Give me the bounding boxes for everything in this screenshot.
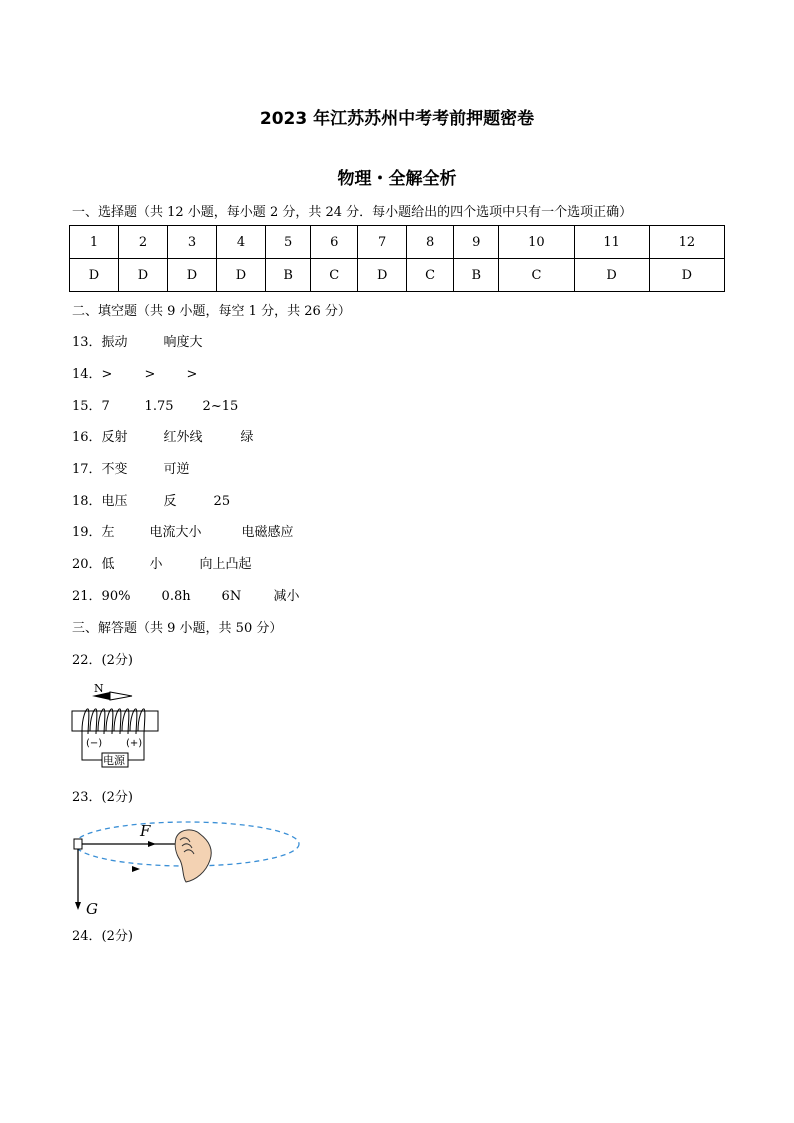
answer-part: 电磁感应 <box>241 525 294 540</box>
question-24-label: 24．(2分) <box>72 929 133 944</box>
answer-part: 红外线 <box>163 430 203 445</box>
table-cell: D <box>168 259 217 292</box>
answer-line-21 <box>72 585 300 604</box>
force-g-label: G <box>86 900 98 918</box>
answer-part: 减小 <box>273 589 300 604</box>
answer-part: 响度大 <box>163 335 203 350</box>
answer-part: 向上凸起 <box>199 557 252 572</box>
answer-part: 反射 <box>101 430 128 445</box>
question-number: 15． <box>72 399 102 414</box>
answer-line-17 <box>72 458 190 477</box>
hand-icon <box>175 830 211 882</box>
answer-part: 90% <box>101 589 131 604</box>
page-title: 2023 年江苏苏州中考考前押题密卷 <box>259 109 535 129</box>
table-cell: 10 <box>499 226 574 259</box>
table-cell: 11 <box>574 226 649 259</box>
choice-answer-table <box>69 225 725 292</box>
terminal-minus: (−) <box>86 738 103 749</box>
answer-part: 绿 <box>240 430 254 445</box>
question-number: 21． <box>72 589 102 604</box>
solenoid-diagram <box>68 678 168 770</box>
table-cell: 1 <box>70 226 119 259</box>
force-f-arrowhead <box>148 841 156 847</box>
question-number: 16． <box>72 430 102 445</box>
answer-part: 左 <box>101 525 115 540</box>
answer-part: 7 <box>101 399 110 414</box>
question-number: 18． <box>72 494 102 509</box>
page-subtitle: 物理・全解全析 <box>337 169 457 189</box>
question-23-label: 23．(2分) <box>72 790 133 805</box>
table-cell: C <box>311 259 358 292</box>
answer-part: > <box>101 367 113 382</box>
table-cell: D <box>358 259 407 292</box>
terminal-plus: (+) <box>126 738 143 749</box>
answer-part: 2~15 <box>202 399 239 414</box>
question-number: 13． <box>72 335 102 350</box>
answer-part: 电流大小 <box>149 525 202 540</box>
section-choice-heading: 一、选择题（共 12 小题，每小题 2 分，共 24 分．每小题给出的四个选项中只有一个选项正确） <box>72 205 633 220</box>
section-solve-heading: 三、解答题（共 9 小题，共 50 分） <box>72 621 283 636</box>
table-cell: D <box>70 259 119 292</box>
answer-line-20 <box>72 553 252 572</box>
answer-part: 低 <box>101 557 115 572</box>
table-cell: D <box>649 259 724 292</box>
table-cell: B <box>454 259 499 292</box>
answer-part: > <box>144 367 156 382</box>
question-22-label: 22．(2分) <box>72 653 133 668</box>
compass-needle-south <box>110 692 132 700</box>
table-cell: B <box>266 259 311 292</box>
question-number: 20． <box>72 557 102 572</box>
answer-part: 25 <box>213 494 231 509</box>
table-cell: 9 <box>454 226 499 259</box>
table-cell: 2 <box>119 226 168 259</box>
table-cell: 8 <box>407 226 454 259</box>
answer-part: 6N <box>221 589 242 604</box>
answer-line-18 <box>72 490 230 509</box>
answer-line-15 <box>72 395 238 414</box>
table-cell: C <box>499 259 574 292</box>
table-cell: 12 <box>649 226 724 259</box>
object-block <box>74 839 82 849</box>
answer-part: 电压 <box>101 494 128 509</box>
table-cell: D <box>574 259 649 292</box>
answer-part: 1.75 <box>144 399 174 414</box>
answer-part: 反 <box>163 494 177 509</box>
motion-direction-arrow <box>132 866 140 872</box>
answer-part: 振动 <box>101 335 128 350</box>
force-f-label: F <box>140 822 151 840</box>
table-cell: D <box>119 259 168 292</box>
answer-line-14 <box>72 363 197 382</box>
power-source-label: 电源 <box>103 754 125 767</box>
question-number: 14． <box>72 367 102 382</box>
table-cell: 7 <box>358 226 407 259</box>
answer-line-16 <box>72 426 254 445</box>
compass-n-label: N <box>94 682 104 695</box>
table-row-answers <box>70 259 725 292</box>
question-number: 17． <box>72 462 102 477</box>
table-cell: 3 <box>168 226 217 259</box>
question-number: 19． <box>72 525 102 540</box>
section-fill-heading: 二、填空题（共 9 小题，每空 1 分，共 26 分） <box>72 304 351 319</box>
answer-part: 0.8h <box>161 589 191 604</box>
table-cell: 6 <box>311 226 358 259</box>
circular-motion-diagram <box>68 818 304 918</box>
answer-line-13 <box>72 331 203 350</box>
answer-part: 小 <box>149 557 163 572</box>
table-row-numbers <box>70 226 725 259</box>
table-cell: C <box>407 259 454 292</box>
answer-line-19 <box>72 521 294 540</box>
force-g-arrowhead <box>75 902 81 910</box>
answer-part: > <box>186 367 198 382</box>
table-cell: D <box>217 259 266 292</box>
table-cell: 5 <box>266 226 311 259</box>
answer-part: 可逆 <box>163 462 190 477</box>
answer-part: 不变 <box>101 462 128 477</box>
table-cell: 4 <box>217 226 266 259</box>
